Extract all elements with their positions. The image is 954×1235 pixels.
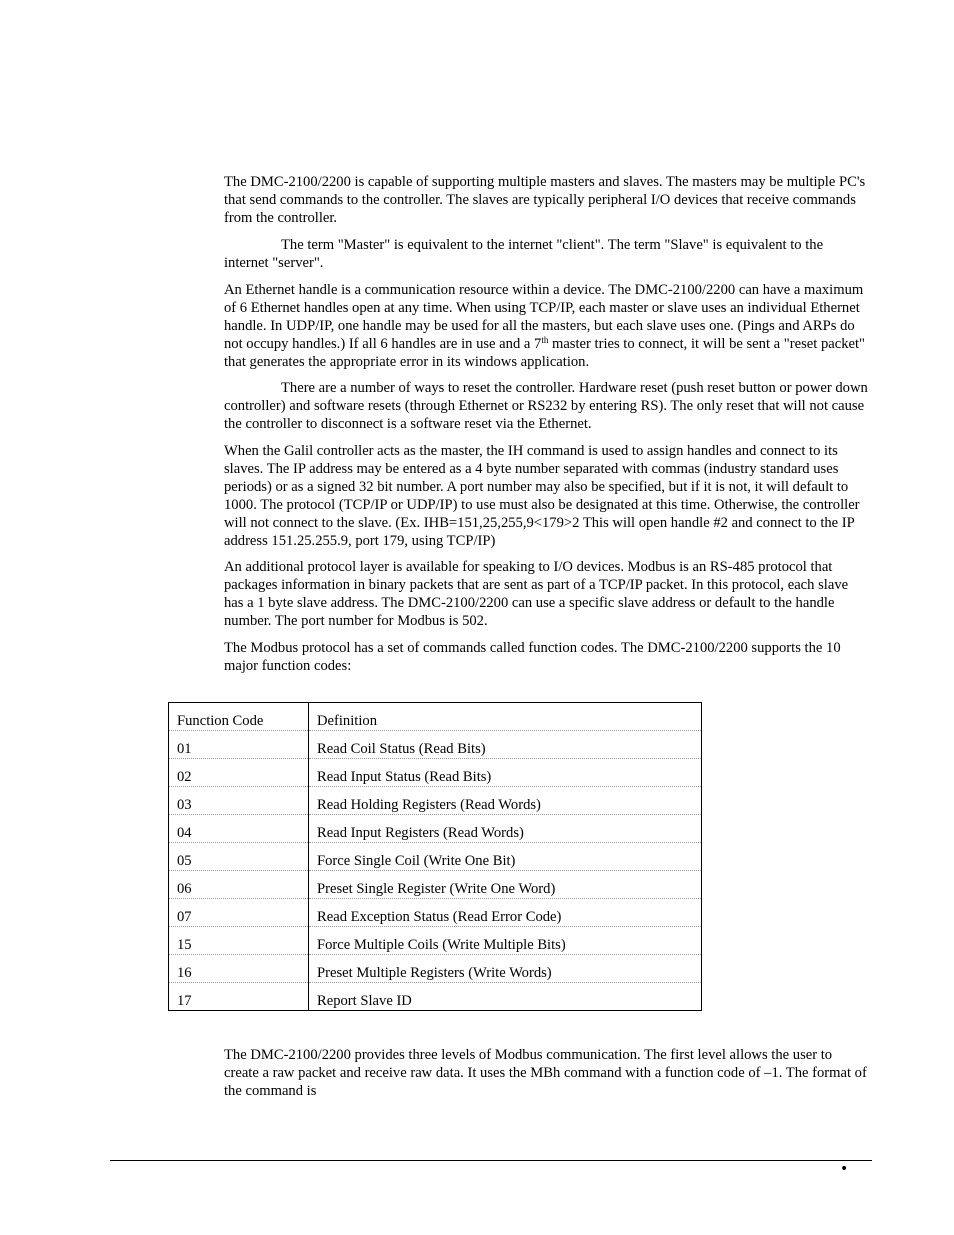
definition-cell: Preset Single Register (Write One Word) [309,871,702,899]
function-code-cell: 07 [169,899,309,927]
paragraph-modbus-levels: The DMC-2100/2200 provides three levels of Modbus communication. The first level allows the user to create a raw packet and receive raw data. It uses the MBh command with a function code of –1. The format of the command is [224,1047,867,1099]
ordinal-superscript: th [541,335,549,345]
ethernet-handle-text [224,281,870,371]
ethernet-handle-text-end: master tries to connect, it will be sent a "reset packet" that generates the appropriate error in its windows application. [224,336,865,370]
table-row [169,955,702,983]
function-code-cell: 04 [169,815,309,843]
definition-cell: Read Input Status (Read Bits) [309,759,702,787]
definition-cell: Read Holding Registers (Read Words) [309,787,702,815]
function-code-cell: 01 [169,731,309,759]
paragraph-galil-master: When the Galil controller acts as the master, the IH command is used to assign handles and connect to its slaves. The IP address may be entered as a 4 byte number separated with commas (industry standard uses periods) or as a signed 32 bit number. A port number may also be specified, but if it is not, it will default to 1000. The protocol (TCP/IP or UDP/IP) to use must also be designated at this time. Otherwise, the controller will not connect to the slave. (Ex. IHB=151,25,255,9<179>2 This will open handle #2 and connect to the IP address 151.25.255.9, port 179, using TCP/IP) [224,443,860,549]
table-header-row [169,703,702,731]
function-code-cell: 15 [169,927,309,955]
definition-cell: Read Exception Status (Read Error Code) [309,899,702,927]
table-row [169,871,702,899]
header-definition: Definition [309,703,702,731]
paragraph-ethernet-handle [224,281,870,371]
table-row [169,899,702,927]
header-function-code: Function Code [169,703,309,731]
definition-cell: Read Coil Status (Read Bits) [309,731,702,759]
definition-cell: Force Single Coil (Write One Bit) [309,843,702,871]
reset-text [224,379,870,433]
modbus-intro-text [224,558,870,630]
table-row [169,731,702,759]
function-code-cell: 03 [169,787,309,815]
footer-divider [110,1160,872,1161]
function-code-cell: 06 [169,871,309,899]
table-row [169,843,702,871]
table-row [169,983,702,1011]
definition-cell: Preset Multiple Registers (Write Words) [309,955,702,983]
master-client-text [224,236,870,272]
table-row [169,927,702,955]
paragraph-masters-slaves: The DMC-2100/2200 is capable of supporting multiple masters and slaves. The masters may be multiple PC's that send commands to the controller. The slaves are typically peripheral I/O devices that receive commands from the controller. [224,174,866,226]
paragraph-master-client: The term "Master" is equivalent to the internet "client". The term "Slave" is equivalent to the internet "server". [224,237,824,271]
table-row [169,759,702,787]
paragraph-modbus-intro: An additional protocol layer is available for speaking to I/O devices. Modbus is an RS-485 protocol that packages information in binary packets that are sent as part of a TCP/IP packet. In this protocol, each slave has a 1 byte slave address. The DMC-2100/2200 can use a specific slave address or default to the handle number. The port number for Modbus is 502. [224,559,849,629]
function-code-cell: 02 [169,759,309,787]
function-codes-intro-text [224,639,870,675]
table-row [169,815,702,843]
paragraph-function-codes-intro: The Modbus protocol has a set of commands called function codes. The DMC-2100/2200 supports the 10 major function codes: [224,640,841,674]
definition-cell: Force Multiple Coils (Write Multiple Bits) [309,927,702,955]
function-code-cell: 16 [169,955,309,983]
function-code-cell: 05 [169,843,309,871]
function-code-cell: 17 [169,983,309,1011]
table-row [169,787,702,815]
intro-text [224,173,870,227]
ethernet-handle-text-start: An Ethernet handle is a communication resource within a device. The DMC-2100/2200 can have a maximum of 6 Ethernet handles open at any time. When using TCP/IP, each master or slave uses an individual Ethernet handle. In UDP/IP, one handle may be used for all the masters, but each slave uses one. (Pings and ARPs do not occupy handles.) If all 6 handles are in use and a 7 [224,282,864,352]
function-code-table [168,702,702,1011]
definition-cell: Read Input Registers (Read Words) [309,815,702,843]
galil-master-text [224,442,870,550]
definition-cell: Report Slave ID [317,993,412,1009]
modbus-levels-text [224,1046,870,1100]
footer-bullet: • [840,1161,849,1177]
paragraph-reset: There are a number of ways to reset the controller. Hardware reset (push reset button or power down controller) and software resets (through Ethernet or RS232 by entering RS). The only reset that will not cause the controller to disconnect is a software reset via the Ethernet. [224,380,868,432]
